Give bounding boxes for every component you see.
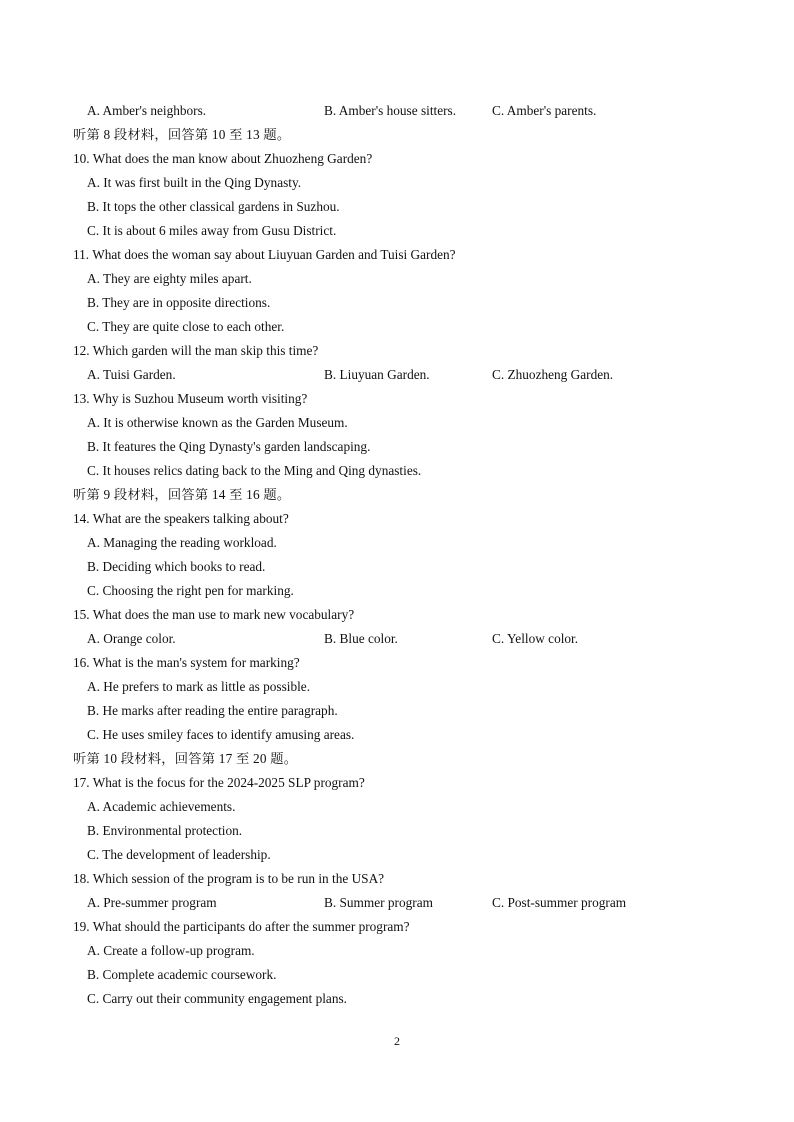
option-text: B. Deciding which books to read. [87, 559, 266, 574]
question-stem [0, 603, 794, 627]
answer-option [0, 843, 794, 867]
question-text: 10. What does the man know about Zhuozheng Garden? [73, 151, 373, 166]
option-text: A. It is otherwise known as the Garden Museum. [87, 415, 348, 430]
answer-option [0, 435, 794, 459]
option-text: C. Choosing the right pen for marking. [87, 583, 294, 598]
answer-option [0, 195, 794, 219]
answer-option [0, 579, 794, 603]
option-a: A. Pre-summer program [87, 895, 217, 910]
option-row [0, 891, 794, 915]
option-text: A. Managing the reading workload. [87, 535, 277, 550]
question-text: 11. What does the woman say about Liuyuan Garden and Tuisi Garden? [73, 247, 456, 262]
answer-option [0, 963, 794, 987]
section-heading-text: 听第 8 段材料，回答第 10 至 13 题。 [73, 127, 291, 142]
option-b: B. Blue color. [324, 631, 398, 646]
section-heading [0, 483, 794, 507]
page-number: 2 [394, 1034, 400, 1048]
answer-option [0, 795, 794, 819]
question-stem [0, 243, 794, 267]
option-c: C. Post-summer program [492, 895, 627, 910]
answer-option [0, 699, 794, 723]
answer-option [0, 555, 794, 579]
question-text: 19. What should the participants do after the summer program? [73, 919, 410, 934]
section-heading [0, 747, 794, 771]
question-text: 18. Which session of the program is to be run in the USA? [73, 871, 385, 886]
option-text: A. He prefers to mark as little as possible. [87, 679, 311, 694]
question-stem [0, 387, 794, 411]
option-row [0, 363, 794, 387]
option-text: B. They are in opposite directions. [87, 295, 271, 310]
option-row [0, 627, 794, 651]
question-text: 15. What does the man use to mark new vocabulary? [73, 607, 355, 622]
question-text: 13. Why is Suzhou Museum worth visiting? [73, 391, 308, 406]
answer-option [0, 675, 794, 699]
option-text: C. Carry out their community engagement plans. [87, 991, 347, 1006]
option-text: A. It was first built in the Qing Dynasty. [87, 175, 302, 190]
option-text: B. It tops the other classical gardens in Suzhou. [87, 199, 340, 214]
answer-option [0, 411, 794, 435]
question-stem [0, 867, 794, 891]
question-stem [0, 771, 794, 795]
answer-option [0, 291, 794, 315]
section-heading [0, 123, 794, 147]
option-text: A. They are eighty miles apart. [87, 271, 252, 286]
question-text: 12. Which garden will the man skip this time? [73, 343, 319, 358]
section-heading-text: 听第 10 段材料，回答第 17 至 20 题。 [73, 751, 298, 766]
answer-option [0, 459, 794, 483]
option-b: B. Amber's house sitters. [324, 103, 457, 118]
answer-option [0, 987, 794, 1011]
option-text: A. Academic achievements. [87, 799, 236, 814]
question-stem [0, 339, 794, 363]
answer-option [0, 267, 794, 291]
option-text: C. It houses relics dating back to the Ming and Qing dynasties. [87, 463, 422, 478]
option-text: C. He uses smiley faces to identify amusing areas. [87, 727, 355, 742]
answer-option [0, 819, 794, 843]
option-text: C. It is about 6 miles away from Gusu District. [87, 223, 337, 238]
question-stem [0, 507, 794, 531]
option-a: A. Orange color. [87, 631, 176, 646]
option-a: A. Tuisi Garden. [87, 367, 176, 382]
question-stem [0, 915, 794, 939]
option-text: B. It features the Qing Dynasty's garden landscaping. [87, 439, 371, 454]
option-b: B. Liuyuan Garden. [324, 367, 430, 382]
question-stem [0, 147, 794, 171]
option-a: A. Amber's neighbors. [87, 103, 207, 118]
question-text: 17. What is the focus for the 2024-2025 SLP program? [73, 775, 365, 790]
option-text: B. Environmental protection. [87, 823, 243, 838]
option-text: A. Create a follow-up program. [87, 943, 255, 958]
option-c: C. Zhuozheng Garden. [492, 367, 614, 382]
option-text: B. He marks after reading the entire paragraph. [87, 703, 338, 718]
question-stem [0, 651, 794, 675]
answer-option [0, 315, 794, 339]
question-text: 14. What are the speakers talking about? [73, 511, 289, 526]
answer-option [0, 219, 794, 243]
option-text: B. Complete academic coursework. [87, 967, 277, 982]
question-text: 16. What is the man's system for marking? [73, 655, 300, 670]
option-text: C. They are quite close to each other. [87, 319, 285, 334]
option-c: C. Yellow color. [492, 631, 579, 646]
answer-option [0, 531, 794, 555]
option-text: C. The development of leadership. [87, 847, 271, 862]
option-row [0, 99, 794, 123]
option-c: C. Amber's parents. [492, 103, 597, 118]
section-heading-text: 听第 9 段材料，回答第 14 至 16 题。 [73, 487, 291, 502]
answer-option [0, 723, 794, 747]
answer-option [0, 171, 794, 195]
answer-option [0, 939, 794, 963]
option-b: B. Summer program [324, 895, 433, 910]
